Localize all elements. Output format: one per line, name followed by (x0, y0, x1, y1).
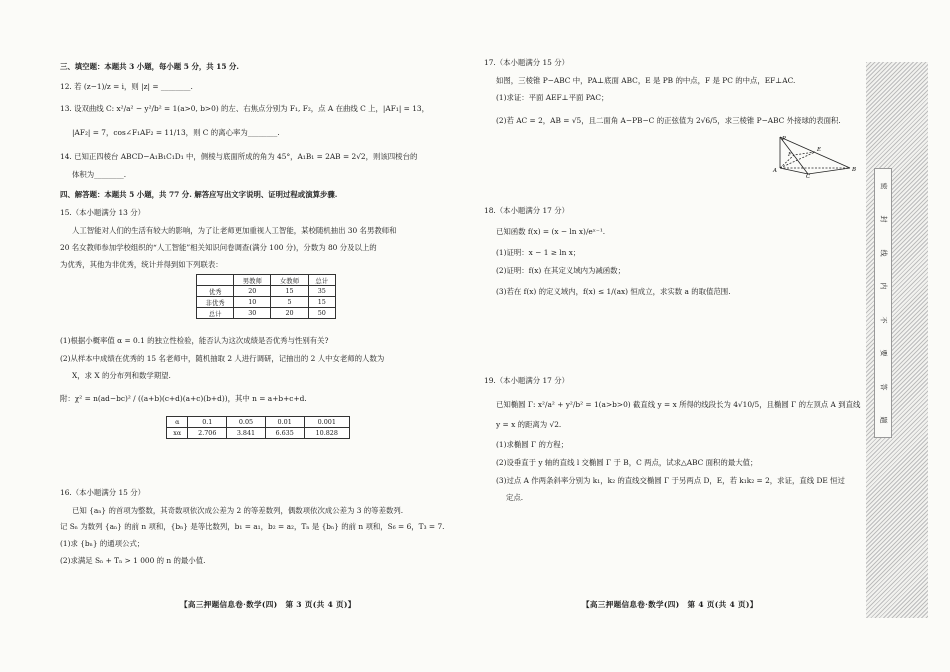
table-row: 非优秀 10 5 15 (197, 297, 336, 308)
question-18-part-3: (3)若在 f(x) 的定义域内，f(x) ≤ 1/(ax) 恒成立，求实数 a 的取值范围. (496, 287, 731, 296)
vertex-label-c: C (806, 174, 811, 178)
question-19-line-2: y = x 的距离为 √2. (496, 420, 562, 429)
question-15-line-3: 为优秀，其他为非优秀，统计并得到如下列联表： (60, 260, 223, 269)
vertex-label-e: E (817, 147, 822, 153)
question-16-part-2: (2)求满足 Sₙ + Tₙ > 1 000 的 n 的最小值. (60, 556, 206, 565)
page-3-footer: 【高三押题信息卷·数学(四) 第 3 页(共 4 页)】 (180, 600, 356, 609)
contingency-table (196, 274, 336, 319)
question-16-line-1: 已知 {aₙ} 的首项为整数，其奇数项依次成公差为 2 的等差数列，偶数项依次成公差为 3 的等差数列. (72, 506, 404, 515)
critical-value-table (166, 416, 350, 439)
question-18-line-1: 已知函数 f(x) = (x − ln x)/eˣ⁻¹. (496, 227, 606, 236)
section-3-title: 三、填空题：本题共 3 小题，每小题 5 分，共 15 分. (60, 62, 240, 71)
question-15-line-2: 20 名女教师参加学校组织的“人工智能”相关知识问卷调查(满分 100 分)，分数为 80 分及以上的 (60, 243, 377, 252)
question-17-heading: 17.（本小题满分 15 分） (484, 58, 569, 67)
question-17-part-2: (2)若 AC = 2，AB = √5，且二面角 A−PB−C 的正弦值为 2√6/5，求三棱锥 P−ABC 外接球的表面积. (496, 116, 841, 125)
pyramid-figure (772, 134, 860, 178)
question-19-part-2: (2)设垂直于 y 轴的直线 l 交椭圆 Γ 于 B，C 两点，试求△ABC 面积的最大值； (496, 458, 758, 467)
vertex-label-b: B (852, 167, 857, 173)
question-18-part-2: (2)证明：f(x) 在其定义域内为减函数； (496, 266, 625, 275)
question-19-part-1: (1)求椭圆 Γ 的方程； (496, 440, 569, 449)
question-15-part-1: (1)根据小概率值 α = 0.1 的独立性检验，能否认为这次成绩是否优秀与性别有关? (60, 336, 329, 345)
question-19-part-3-line-2: 定点. (506, 493, 524, 502)
table-row: xα 2.706 3.841 6.635 10.828 (167, 428, 350, 439)
question-15-part-2-line-1: (2)从样本中成绩在优秀的 15 名老师中，随机抽取 2 人进行调研，记抽出的 2 人中女老师的人数为 (60, 354, 385, 363)
page-3 (0, 0, 470, 672)
table-row: 总计 30 20 50 (197, 308, 336, 319)
question-16-line-2: 记 Sₙ 为数列 {aₙ} 的前 n 项和，{bₙ} 是等比数列，b₁ = a₁，b₂ = a₂，Tₙ 是 {bₙ} 的前 n 项和，S₆ = 6，T₃ = 7. (60, 522, 445, 531)
question-18-heading: 18.（本小题满分 17 分） (484, 206, 569, 215)
question-19-line-1: 已知椭圆 Γ: x²/a² + y²/b² = 1(a>b>0) 截直线 y = x 所得的线段长为 4√10/5，且椭圆 Γ 的左顶点 A 到直线 (496, 400, 861, 409)
question-13-line-1: 13. 设双曲线 C: x²/a² − y²/b² = 1(a>0, b>0) 的左、右焦点分别为 F₁, F₂，点 A 在曲线 C 上，|AF₁| = 13， (60, 104, 430, 113)
question-13-line-2: |AF₂| = 7，cos∠F₁AF₂ = 11/13，则 C 的离心率为________. (72, 128, 280, 137)
table-row: 优秀 20 15 35 (197, 286, 336, 297)
vertex-label-p: P (782, 136, 786, 142)
table-header-row: α 0.1 0.05 0.01 0.001 (167, 417, 350, 428)
page-4-footer: 【高三押题信息卷·数学(四) 第 4 页(共 4 页)】 (582, 600, 758, 609)
question-19-part-3-line-1: (3)过点 A 作两条斜率分别为 k₁，k₂ 的直线交椭圆 Γ 于另两点 D，E，若 k₁k₂ = 2，求证，直线 DE 恒过 (496, 476, 845, 485)
chi-square-formula: 附：χ² = n(ad−bc)² / ((a+b)(c+d)(a+c)(b+d))，其中 n = a+b+c+d. (60, 394, 307, 403)
question-19-heading: 19.（本小题满分 17 分） (484, 376, 569, 385)
question-17-part-1: (1)求证：平面 AEF⊥平面 PAC； (496, 93, 609, 102)
question-17-line-1: 如图，三棱锥 P−ABC 中，PA⊥底面 ABC，E 是 PB 的中点，F 是 PC 的中点，EF⊥AC. (496, 76, 796, 85)
vertex-label-f: F (788, 152, 792, 158)
table-header-row: 男教师 女教师 总计 (197, 275, 336, 286)
seal-line-notice: 密 封 线 内 不 要 答 题 (874, 168, 892, 438)
question-15-heading: 15.（本小题满分 13 分） (60, 208, 145, 217)
question-15-part-2-line-2: X，求 X 的分布列和数学期望. (72, 371, 171, 380)
question-14-line-1: 14. 已知正四棱台 ABCD−A₁B₁C₁D₁ 中，侧棱与底面所成的角为 45°，A₁B₁ = 2AB = 2√2，则该四棱台的 (60, 152, 418, 161)
question-16-heading: 16.（本小题满分 15 分） (60, 488, 145, 497)
vertex-label-a: A (773, 168, 777, 174)
question-15-line-1: 人工智能对人们的生活有较大的影响，为了让老师更加重视人工智能，某校随机抽出 30 名男教师和 (72, 226, 397, 235)
question-18-part-1: (1)证明：x − 1 ≥ ln x； (496, 248, 581, 257)
question-16-part-1: (1)求 {bₙ} 的通项公式； (60, 539, 145, 548)
section-4-title: 四、解答题：本题共 5 小题，共 77 分. 解答应写出文字说明、证明过程或演算步骤. (60, 190, 338, 199)
question-14-line-2: 体积为________. (72, 170, 127, 179)
question-12: 12. 若 (z−1)/z = i，则 |z| = ________. (60, 82, 193, 91)
